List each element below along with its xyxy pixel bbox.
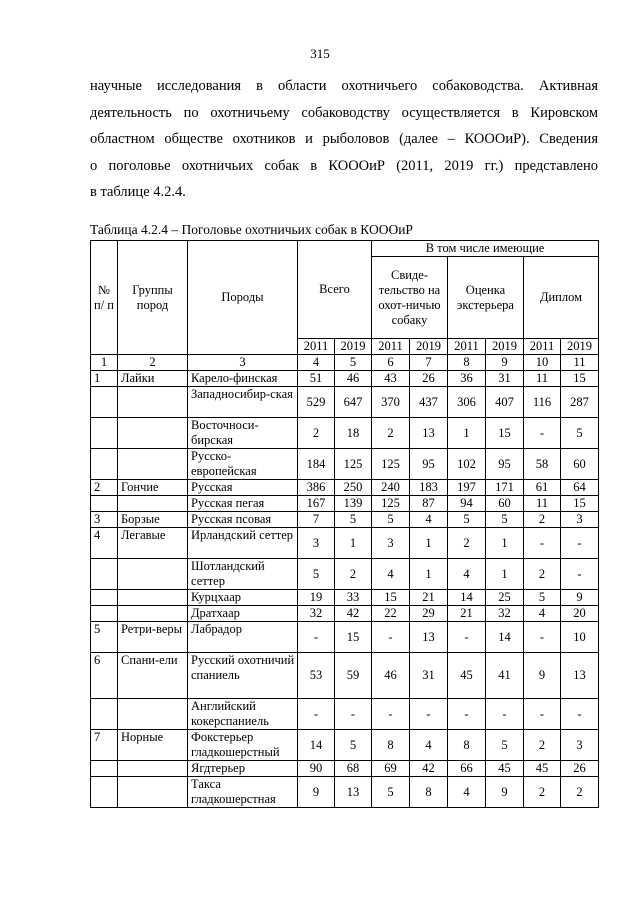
breed-cell: Русская [188,480,298,496]
group-cell [118,590,188,606]
value-cell: - [561,559,599,590]
group-cell: Ретри-веры [118,622,188,653]
breed-cell: Восточноси-бирская [188,418,298,449]
breed-cell: Русский охотничий спаниель [188,653,298,699]
breed-cell: Курцхаар [188,590,298,606]
value-cell: 183 [410,480,448,496]
value-cell: 95 [410,449,448,480]
value-cell: 59 [335,653,372,699]
value-cell: 250 [335,480,372,496]
value-cell: 5 [486,730,524,761]
value-cell: 32 [486,606,524,622]
value-cell: 42 [335,606,372,622]
value-cell: 19 [298,590,335,606]
table-row [91,512,599,528]
column-number: 4 [298,355,335,371]
row-number-cell [91,449,118,480]
value-cell: 18 [335,418,372,449]
header-year: 2011 [448,339,486,355]
breed-cell: Русско-европейская [188,449,298,480]
row-number-cell [91,559,118,590]
value-cell: - [372,699,410,730]
value-cell: - [561,699,599,730]
value-cell: 287 [561,387,599,418]
value-cell: 2 [524,730,561,761]
value-cell: 4 [372,559,410,590]
value-cell: 45 [448,653,486,699]
value-cell: 4 [448,777,486,808]
row-number-cell: 3 [91,512,118,528]
value-cell: 29 [410,606,448,622]
value-cell: 15 [372,590,410,606]
value-cell: 90 [298,761,335,777]
table-row [91,653,599,699]
row-number-cell: 6 [91,653,118,699]
header-year: 2019 [486,339,524,355]
group-cell [118,449,188,480]
value-cell: 9 [561,590,599,606]
value-cell: 15 [561,371,599,387]
value-cell: - [524,528,561,559]
header-year: 2011 [372,339,410,355]
value-cell: 1 [410,559,448,590]
table-row [91,480,599,496]
value-cell: 33 [335,590,372,606]
header-year: 2011 [298,339,335,355]
table-row [91,371,599,387]
value-cell: 14 [486,622,524,653]
header-year: 2019 [561,339,599,355]
value-cell: 1 [410,528,448,559]
table-row [91,449,599,480]
value-cell: 5 [372,512,410,528]
table-body [91,371,599,808]
value-cell: 15 [486,418,524,449]
table-row [91,418,599,449]
paragraph-line: в таблице 4.2.4. [90,184,186,200]
value-cell: 167 [298,496,335,512]
breed-cell: Шотландский сеттер [188,559,298,590]
value-cell: - [410,699,448,730]
breed-cell: Карело-финская [188,371,298,387]
value-cell: 2 [298,418,335,449]
group-cell [118,496,188,512]
group-cell: Норные [118,730,188,761]
value-cell: 58 [524,449,561,480]
value-cell: 32 [298,606,335,622]
value-cell: 45 [524,761,561,777]
row-number-cell [91,699,118,730]
value-cell: 125 [372,496,410,512]
value-cell: 14 [298,730,335,761]
paragraph-line: деятельность по охотничьему собаководству осуществляется в Кировском [90,104,598,121]
value-cell: - [372,622,410,653]
value-cell: 5 [335,730,372,761]
column-number: 10 [524,355,561,371]
value-cell: - [486,699,524,730]
table-row [91,528,599,559]
column-number: 11 [561,355,599,371]
value-cell: 2 [524,512,561,528]
value-cell: 95 [486,449,524,480]
table-caption: Таблица 4.2.4 – Поголовье охотничьих собак в КОООиР [90,222,413,237]
value-cell: 60 [486,496,524,512]
table-row [91,606,599,622]
row-number-cell [91,418,118,449]
value-cell: 45 [486,761,524,777]
value-cell: 13 [335,777,372,808]
row-number-cell: 4 [91,528,118,559]
value-cell: 1 [486,559,524,590]
value-cell: 5 [524,590,561,606]
row-number-cell [91,761,118,777]
value-cell: 2 [372,418,410,449]
value-cell: 5 [561,418,599,449]
value-cell: 10 [561,622,599,653]
value-cell: 197 [448,480,486,496]
value-cell: 13 [561,653,599,699]
value-cell: 2 [335,559,372,590]
value-cell: 184 [298,449,335,480]
group-cell [118,559,188,590]
group-cell: Легавые [118,528,188,559]
group-cell [118,761,188,777]
value-cell: 26 [561,761,599,777]
value-cell: 9 [524,653,561,699]
value-cell: 64 [561,480,599,496]
value-cell: 125 [372,449,410,480]
column-number: 6 [372,355,410,371]
value-cell: 43 [372,371,410,387]
value-cell: 36 [448,371,486,387]
value-cell: 386 [298,480,335,496]
header-certificate: Свиде-тельство на охот-ничью собаку [372,257,448,339]
value-cell: 1 [486,528,524,559]
value-cell: 2 [561,777,599,808]
column-number: 8 [448,355,486,371]
value-cell: 15 [335,622,372,653]
value-cell: 8 [372,730,410,761]
value-cell: 5 [372,777,410,808]
value-cell: 26 [410,371,448,387]
value-cell: 21 [448,606,486,622]
group-cell: Гончие [118,480,188,496]
value-cell: 87 [410,496,448,512]
value-cell: 66 [448,761,486,777]
value-cell: 3 [561,512,599,528]
column-number: 3 [188,355,298,371]
value-cell: 125 [335,449,372,480]
paragraph-line: научные исследования в области охотничьего собаководства. Активная [90,78,598,94]
header-including: В том числе имеющие [372,241,599,257]
row-number-cell [91,496,118,512]
value-cell: 7 [298,512,335,528]
value-cell: 5 [298,559,335,590]
row-number-cell [91,777,118,808]
value-cell: 46 [372,653,410,699]
table-row [91,777,599,808]
row-number-cell: 7 [91,730,118,761]
table-row [91,622,599,653]
value-cell: 4 [410,730,448,761]
table-row [91,761,599,777]
value-cell: 5 [335,512,372,528]
body-paragraph [90,73,598,206]
value-cell: 69 [372,761,410,777]
value-cell: 20 [561,606,599,622]
group-cell [118,606,188,622]
breed-cell: Ягдтерьер [188,761,298,777]
value-cell: 13 [410,622,448,653]
column-number: 5 [335,355,372,371]
value-cell: 25 [486,590,524,606]
table-row [91,699,599,730]
value-cell: 647 [335,387,372,418]
table-row [91,387,599,418]
value-cell: - [448,699,486,730]
breed-cell: Такса гладкошерстная [188,777,298,808]
header-diploma: Диплом [524,257,599,339]
value-cell: 13 [410,418,448,449]
value-cell: - [524,622,561,653]
header-year: 2019 [335,339,372,355]
group-cell [118,418,188,449]
paragraph-line: о поголовье охотничьих собак в КОООиР (2011, 2019 гг.) представлено [90,157,598,174]
row-number-cell: 1 [91,371,118,387]
value-cell: 240 [372,480,410,496]
value-cell: 171 [486,480,524,496]
value-cell: 5 [448,512,486,528]
value-cell: 3 [372,528,410,559]
value-cell: 306 [448,387,486,418]
breed-cell: Западносибир-ская [188,387,298,418]
value-cell: - [524,418,561,449]
value-cell: 9 [298,777,335,808]
paragraph-line: областном обществе охотников и рыболовов (далее – КОООиР). Сведения [90,131,598,147]
value-cell: 1 [335,528,372,559]
value-cell: 60 [561,449,599,480]
breed-cell: Фокстерьер гладкошерстный [188,730,298,761]
header-year: 2019 [410,339,448,355]
column-number: 1 [91,355,118,371]
table-row [91,496,599,512]
value-cell: - [298,622,335,653]
value-cell: - [335,699,372,730]
breed-cell: Дратхаар [188,606,298,622]
value-cell: 21 [410,590,448,606]
value-cell: 139 [335,496,372,512]
value-cell: 14 [448,590,486,606]
page-number: 315 [310,46,330,61]
breed-cell: Русская псовая [188,512,298,528]
value-cell: 31 [486,371,524,387]
value-cell: 42 [410,761,448,777]
value-cell: 102 [448,449,486,480]
value-cell: 5 [486,512,524,528]
value-cell: - [298,699,335,730]
row-number-cell: 2 [91,480,118,496]
table-row [91,590,599,606]
row-number-cell: 5 [91,622,118,653]
value-cell: 46 [335,371,372,387]
column-number: 2 [118,355,188,371]
value-cell: 9 [486,777,524,808]
group-cell: Спани-ели [118,653,188,699]
value-cell: 4 [524,606,561,622]
value-cell: 31 [410,653,448,699]
value-cell: 2 [448,528,486,559]
value-cell: - [448,622,486,653]
value-cell: 437 [410,387,448,418]
header-total: Всего [298,241,372,339]
value-cell: 51 [298,371,335,387]
value-cell: 15 [561,496,599,512]
header-groups: Группы пород [118,241,188,355]
group-cell [118,699,188,730]
value-cell: 2 [524,559,561,590]
group-cell: Борзые [118,512,188,528]
breed-cell: Русская пегая [188,496,298,512]
table-row [91,730,599,761]
row-number-cell [91,387,118,418]
column-number: 7 [410,355,448,371]
value-cell: 11 [524,371,561,387]
header-breeds: Породы [188,241,298,355]
value-cell: 4 [448,559,486,590]
value-cell: 407 [486,387,524,418]
value-cell: 22 [372,606,410,622]
value-cell: 8 [410,777,448,808]
value-cell: - [524,699,561,730]
header-year: 2011 [524,339,561,355]
group-cell [118,387,188,418]
column-number: 9 [486,355,524,371]
value-cell: 3 [561,730,599,761]
value-cell: 11 [524,496,561,512]
value-cell: 529 [298,387,335,418]
value-cell: 68 [335,761,372,777]
value-cell: 2 [524,777,561,808]
row-number-cell [91,606,118,622]
value-cell: - [561,528,599,559]
column-number-row [91,355,599,371]
value-cell: 4 [410,512,448,528]
table-row [91,559,599,590]
breed-cell: Ирландский сеттер [188,528,298,559]
row-number-cell [91,590,118,606]
group-cell: Лайки [118,371,188,387]
breed-cell: Английский кокерспаниель [188,699,298,730]
value-cell: 61 [524,480,561,496]
value-cell: 8 [448,730,486,761]
breed-cell: Лабрадор [188,622,298,653]
value-cell: 94 [448,496,486,512]
group-cell [118,777,188,808]
value-cell: 53 [298,653,335,699]
value-cell: 3 [298,528,335,559]
header-exterior: Оценка экстерьера [448,257,524,339]
value-cell: 116 [524,387,561,418]
value-cell: 370 [372,387,410,418]
header-num: № п/ п [91,241,118,355]
dog-population-table [90,240,599,808]
value-cell: 41 [486,653,524,699]
value-cell: 1 [448,418,486,449]
